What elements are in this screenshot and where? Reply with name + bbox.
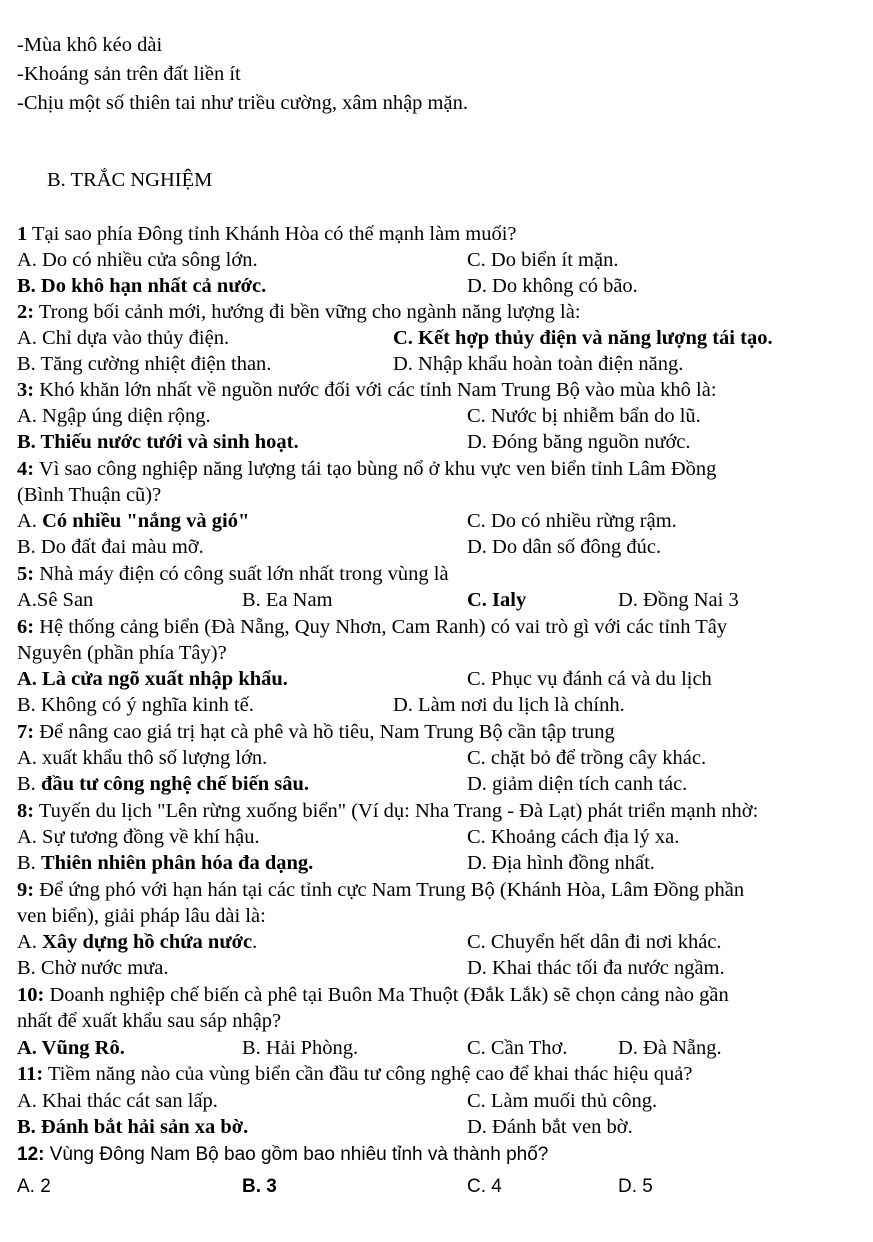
option-d: D. Làm nơi du lịch là chính. (393, 694, 625, 716)
option-a-correct: A. Vũng Rô. (17, 1037, 125, 1059)
option-d: D. Nhập khẩu hoàn toàn điện năng. (393, 353, 684, 375)
option-b: B. Do đất đai màu mỡ. (17, 536, 204, 558)
intro-line: -Chịu một số thiên tai như triều cường, xâm nhập mặn. (17, 92, 468, 114)
question-number: 4: (17, 458, 35, 480)
question-number: 7: (17, 721, 35, 743)
intro-line: -Mùa khô kéo dài (17, 34, 163, 56)
question-number: 3: (17, 379, 35, 401)
option-d: D. Đánh bắt ven bờ. (467, 1116, 633, 1138)
option-d: D. Do dân số đông đúc. (467, 536, 662, 558)
question-text: Nhà máy điện có công suất lớn nhất trong vùng là (39, 563, 449, 585)
question-12 (17, 1142, 548, 1168)
option-c: C. Chuyển hết dân đi nơi khác. (467, 931, 722, 953)
question-text: Tại sao phía Đông tỉnh Khánh Hòa có thế mạnh làm muối? (32, 223, 517, 245)
question-6 (17, 614, 727, 640)
question-5 (17, 561, 449, 587)
question-number: 8: (17, 800, 35, 822)
option-b-correct: B. Đánh bắt hải sản xa bờ. (17, 1116, 249, 1138)
option-text: Thiên nhiên phân hóa đa dạng. (40, 852, 314, 874)
option-b: B. Chờ nước mưa. (17, 957, 169, 979)
question-7 (17, 719, 615, 745)
option-d: D. 5 (618, 1176, 653, 1197)
option-d: D. Khai thác tối đa nước ngầm. (467, 957, 725, 979)
option-d: D. Đà Nẵng. (618, 1037, 722, 1059)
option-b-correct: B. 3 (242, 1176, 277, 1197)
question-text: Trong bối cảnh mới, hướng đi bền vững cho ngành năng lượng là: (38, 301, 581, 323)
option-b-correct (17, 771, 309, 797)
question-text: Để ứng phó với hạn hán tại các tỉnh cực Nam Trung Bộ (Khánh Hòa, Lâm Đồng phần (39, 879, 745, 901)
option-letter: B. (17, 852, 41, 874)
question-9 (17, 877, 744, 903)
option-a-correct (17, 929, 257, 955)
option-b: B. Không có ý nghĩa kinh tế. (17, 694, 254, 716)
option-letter: A. (17, 931, 43, 953)
question-2 (17, 299, 581, 325)
option-a: A. Khai thác cát san lấp. (17, 1090, 218, 1112)
question-number: 12: (17, 1144, 45, 1165)
question-text: Doanh nghiệp chế biến cà phê tại Buôn Ma Thuột (Đắk Lắk) sẽ chọn cảng nào gần (49, 984, 729, 1006)
option-c: C. Khoảng cách địa lý xa. (467, 826, 680, 848)
option-b: B. Hải Phòng. (242, 1037, 359, 1059)
question-number: 11: (17, 1063, 44, 1085)
option-b: B. Tăng cường nhiệt điện than. (17, 353, 272, 375)
question-text-continued: (Bình Thuận cũ)? (17, 484, 162, 506)
option-a: A. Ngập úng diện rộng. (17, 405, 211, 427)
option-c: C. Cần Thơ. (467, 1037, 568, 1059)
question-text: Vì sao công nghiệp năng lượng tái tạo bùng nổ ở khu vực ven biển tỉnh Lâm Đồng (38, 458, 717, 480)
option-a: A. 2 (17, 1176, 51, 1197)
option-d: D. Địa hình đồng nhất. (467, 852, 655, 874)
option-b-correct: B. Do khô hạn nhất cả nước. (17, 275, 267, 297)
option-d: D. giảm diện tích canh tác. (467, 773, 688, 795)
option-a: A. Sự tương đồng về khí hậu. (17, 826, 260, 848)
option-a: A.Sê San (17, 589, 94, 611)
question-number: 9: (17, 879, 35, 901)
question-number: 2: (17, 301, 35, 323)
question-number: 5: (17, 563, 35, 585)
option-letter: A. (17, 510, 43, 532)
question-number: 1 (17, 223, 28, 245)
option-a: A. Chỉ dựa vào thủy điện. (17, 327, 230, 349)
question-1 (17, 221, 517, 247)
option-c: C. 4 (467, 1176, 502, 1197)
option-a-correct (17, 508, 249, 534)
question-text: Tuyến du lịch "Lên rừng xuống biển" (Ví dụ: Nha Trang - Đà Lạt) phát triển mạnh nhờ: (38, 800, 759, 822)
option-d: D. Đồng Nai 3 (618, 589, 739, 611)
option-b: B. Ea Nam (242, 589, 333, 611)
option-letter: B. (17, 773, 41, 795)
question-8 (17, 798, 758, 824)
question-4 (17, 456, 716, 482)
option-c: C. Nước bị nhiễm bẩn do lũ. (467, 405, 701, 427)
question-3 (17, 377, 717, 403)
option-c: C. Do biển ít mặn. (467, 249, 619, 271)
question-text: Để nâng cao giá trị hạt cà phê và hồ tiêu, Nam Trung Bộ cần tập trung (39, 721, 615, 743)
option-b-correct: B. Thiếu nước tưới và sinh hoạt. (17, 431, 299, 453)
option-text: Xây dựng hồ chứa nước (42, 931, 253, 953)
question-10 (17, 982, 729, 1008)
option-c-correct: C. Ialy (467, 589, 527, 611)
question-text: Hệ thống cảng biển (Đà Nẵng, Quy Nhơn, Cam Ranh) có vai trò gì với các tỉnh Tây (39, 616, 728, 638)
question-11 (17, 1061, 692, 1087)
option-d: D. Đóng băng nguồn nước. (467, 431, 691, 453)
option-period: . (252, 931, 258, 953)
option-a-correct: A. Là cửa ngõ xuất nhập khẩu. (17, 668, 288, 690)
option-b-correct (17, 850, 313, 876)
option-text: Có nhiều "nắng và gió" (42, 510, 250, 532)
option-c-correct: C. Kết hợp thủy điện và năng lượng tái tạo. (393, 327, 773, 349)
question-text: Tiềm năng nào của vùng biển cần đầu tư công nghệ cao để khai thác hiệu quả? (47, 1063, 693, 1085)
option-a: A. Do có nhiều cửa sông lớn. (17, 249, 258, 271)
question-text: Vùng Đông Nam Bộ bao gồm bao nhiêu tỉnh và thành phố? (49, 1144, 549, 1165)
option-d: D. Do không có bão. (467, 275, 638, 297)
option-c: C. Do có nhiều rừng rậm. (467, 510, 677, 532)
section-title: B. TRẮC NGHIỆM (47, 169, 213, 191)
question-text-continued: ven biển), giải pháp lâu dài là: (17, 905, 266, 927)
option-a: A. xuất khẩu thô số lượng lớn. (17, 747, 268, 769)
option-text: đầu tư công nghệ chế biến sâu. (40, 773, 309, 795)
question-text: Khó khăn lớn nhất về nguồn nước đối với các tỉnh Nam Trung Bộ vào mùa khô là: (39, 379, 717, 401)
question-number: 10: (17, 984, 45, 1006)
question-text-continued: nhất để xuất khẩu sau sáp nhập? (17, 1010, 282, 1032)
question-number: 6: (17, 616, 35, 638)
intro-line: -Khoáng sản trên đất liền ít (17, 63, 241, 85)
question-text-continued: Nguyên (phần phía Tây)? (17, 642, 227, 664)
option-c: C. chặt bỏ để trồng cây khác. (467, 747, 707, 769)
option-c: C. Phục vụ đánh cá và du lịch (467, 668, 712, 690)
option-c: C. Làm muối thủ công. (467, 1090, 658, 1112)
